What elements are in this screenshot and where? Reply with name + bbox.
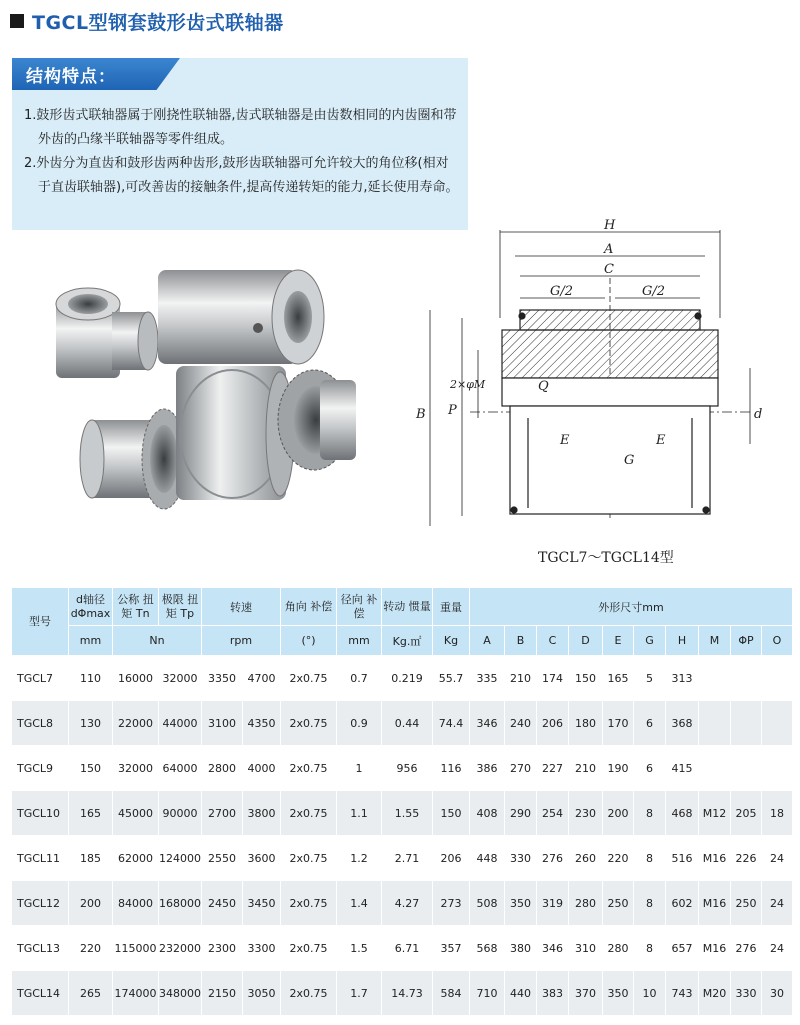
header-angle: 角向 补偿 bbox=[281, 588, 337, 626]
dim-col-O: O bbox=[762, 626, 793, 656]
row-cell: 30 bbox=[762, 971, 793, 1016]
dim-label-E-left: E bbox=[560, 433, 570, 448]
row-cell: 2450 bbox=[202, 881, 243, 926]
unit-torque: Nn bbox=[113, 626, 202, 656]
coupling-part-sleeve-top bbox=[158, 270, 324, 364]
row-cell: 0.219 bbox=[382, 656, 433, 701]
unit-weight: Kg bbox=[433, 626, 470, 656]
row-cell: 190 bbox=[603, 746, 634, 791]
row-cell: 276 bbox=[537, 836, 569, 881]
row-cell: 3300 bbox=[243, 926, 281, 971]
dim-col-B: B bbox=[505, 626, 537, 656]
row-cell: 448 bbox=[470, 836, 505, 881]
row-cell: 468 bbox=[666, 791, 699, 836]
row-cell: 10 bbox=[634, 971, 666, 1016]
row-cell: 386 bbox=[470, 746, 505, 791]
dim-label-P: P bbox=[448, 403, 457, 418]
row-cell: 168000 bbox=[159, 881, 202, 926]
square-bullet-icon bbox=[10, 14, 24, 28]
row-cell: 24 bbox=[762, 836, 793, 881]
dim-col-C: C bbox=[537, 626, 569, 656]
row-cell: 276 bbox=[731, 926, 762, 971]
row-cell: 2x0.75 bbox=[281, 656, 337, 701]
row-cell: 90000 bbox=[159, 791, 202, 836]
row-cell: 18 bbox=[762, 791, 793, 836]
row-cell bbox=[762, 656, 793, 701]
row-cell: 408 bbox=[470, 791, 505, 836]
row-cell: M16 bbox=[699, 881, 731, 926]
header-tn: 公称 扭矩 Tn bbox=[113, 588, 159, 626]
row-cell: 4700 bbox=[243, 656, 281, 701]
row-cell: 1.5 bbox=[337, 926, 382, 971]
row-cell: 2550 bbox=[202, 836, 243, 881]
dim-label-G2-right: G/2 bbox=[642, 284, 666, 299]
row-cell: 3050 bbox=[243, 971, 281, 1016]
table-row bbox=[12, 971, 793, 1016]
feature-item: 2.外齿分为直齿和鼓形齿两种齿形,鼓形齿联轴器可允许较大的角位移(相对于直齿联轴器),可改善齿的接触条件,提高传递转矩的能力,延长使用寿命。 bbox=[24, 156, 459, 195]
row-cell: 227 bbox=[537, 746, 569, 791]
row-cell: 8 bbox=[634, 926, 666, 971]
table-row bbox=[12, 746, 793, 791]
row-cell: 250 bbox=[603, 881, 634, 926]
dim-label-Q: Q bbox=[538, 379, 549, 394]
row-cell: 415 bbox=[666, 746, 699, 791]
row-cell: 2x0.75 bbox=[281, 971, 337, 1016]
row-cell: 174000 bbox=[113, 971, 159, 1016]
row-cell: 2800 bbox=[202, 746, 243, 791]
row-cell: 74.4 bbox=[433, 701, 470, 746]
row-cell: 8 bbox=[634, 791, 666, 836]
row-cell: 84000 bbox=[113, 881, 159, 926]
row-cell: 3800 bbox=[243, 791, 281, 836]
row-cell: 220 bbox=[69, 926, 113, 971]
row-cell: 2x0.75 bbox=[281, 836, 337, 881]
features-list bbox=[24, 104, 460, 200]
row-cell: 1.1 bbox=[337, 791, 382, 836]
table-row bbox=[12, 836, 793, 881]
row-cell: 174 bbox=[537, 656, 569, 701]
row-cell: 357 bbox=[433, 926, 470, 971]
row-cell: 273 bbox=[433, 881, 470, 926]
row-cell: 4000 bbox=[243, 746, 281, 791]
row-cell: 743 bbox=[666, 971, 699, 1016]
row-cell: 370 bbox=[569, 971, 603, 1016]
row-cell: 150 bbox=[433, 791, 470, 836]
row-cell: 150 bbox=[69, 746, 113, 791]
coupling-part-small-hub bbox=[56, 288, 158, 378]
row-cell: 280 bbox=[603, 926, 634, 971]
coupling-product-photo bbox=[36, 262, 366, 520]
row-cell: 110 bbox=[69, 656, 113, 701]
row-cell bbox=[699, 701, 731, 746]
row-cell: 516 bbox=[666, 836, 699, 881]
row-cell: 8 bbox=[634, 881, 666, 926]
row-cell: 330 bbox=[505, 836, 537, 881]
dim-label-G: G bbox=[624, 453, 635, 468]
title-row bbox=[10, 8, 284, 34]
feature-item: 1.鼓形齿式联轴器属于刚挠性联轴器,齿式联轴器是由齿数相同的内齿圈和带外齿的凸缘半联轴器等零件组成。 bbox=[24, 108, 457, 147]
unit-speed: rpm bbox=[202, 626, 281, 656]
header-model: 型号 bbox=[12, 588, 69, 656]
diagram-caption: TGCL7～TGCL14型 bbox=[538, 550, 674, 566]
row-cell: 115000 bbox=[113, 926, 159, 971]
row-cell: 2150 bbox=[202, 971, 243, 1016]
dim-label-d: d bbox=[754, 407, 763, 422]
table-row bbox=[12, 926, 793, 971]
row-cell: 240 bbox=[505, 701, 537, 746]
row-cell: 22000 bbox=[113, 701, 159, 746]
row-cell bbox=[731, 746, 762, 791]
dim-col-A: A bbox=[470, 626, 505, 656]
row-cell: 440 bbox=[505, 971, 537, 1016]
row-cell: 165 bbox=[69, 791, 113, 836]
row-model: TGCL13 bbox=[12, 926, 69, 971]
header-d: d轴径 dΦmax bbox=[69, 588, 113, 626]
row-cell: 150 bbox=[569, 656, 603, 701]
row-cell: 1.4 bbox=[337, 881, 382, 926]
dim-label-M: 2×φM bbox=[450, 378, 486, 391]
row-cell: 2x0.75 bbox=[281, 926, 337, 971]
row-cell: 508 bbox=[470, 881, 505, 926]
row-cell: 319 bbox=[537, 881, 569, 926]
row-cell: 16000 bbox=[113, 656, 159, 701]
row-cell: 568 bbox=[470, 926, 505, 971]
header-dims: 外形尺寸mm bbox=[470, 588, 793, 626]
header-inertia: 转动 惯量 bbox=[382, 588, 433, 626]
row-cell: 584 bbox=[433, 971, 470, 1016]
row-cell: 8 bbox=[634, 836, 666, 881]
table-row bbox=[12, 656, 793, 701]
row-cell: 956 bbox=[382, 746, 433, 791]
row-cell: 310 bbox=[569, 926, 603, 971]
dim-col-E: E bbox=[603, 626, 634, 656]
dim-col-D: D bbox=[569, 626, 603, 656]
row-cell: 657 bbox=[666, 926, 699, 971]
row-cell: 24 bbox=[762, 881, 793, 926]
row-cell: 2x0.75 bbox=[281, 881, 337, 926]
row-cell: 6.71 bbox=[382, 926, 433, 971]
row-cell: 368 bbox=[666, 701, 699, 746]
row-cell: 0.44 bbox=[382, 701, 433, 746]
features-heading: 结构特点： bbox=[26, 67, 116, 87]
row-cell: 185 bbox=[69, 836, 113, 881]
dim-label-C: C bbox=[604, 262, 614, 277]
row-cell: 602 bbox=[666, 881, 699, 926]
table-row bbox=[12, 881, 793, 926]
unit-angle: (°) bbox=[281, 626, 337, 656]
table-row bbox=[12, 791, 793, 836]
unit-inertia: Kg.㎡ bbox=[382, 626, 433, 656]
row-cell: 3100 bbox=[202, 701, 243, 746]
row-cell: 380 bbox=[505, 926, 537, 971]
row-cell: 2700 bbox=[202, 791, 243, 836]
row-model: TGCL14 bbox=[12, 971, 69, 1016]
coupling-part-gear-hub-left bbox=[80, 409, 186, 509]
dim-label-A: A bbox=[604, 242, 614, 257]
row-cell bbox=[731, 701, 762, 746]
header-speed: 转速 bbox=[202, 588, 281, 626]
row-cell: 5 bbox=[634, 656, 666, 701]
row-cell: 14.73 bbox=[382, 971, 433, 1016]
row-cell: 6 bbox=[634, 746, 666, 791]
row-cell: 226 bbox=[731, 836, 762, 881]
row-cell: 335 bbox=[470, 656, 505, 701]
row-cell: 116 bbox=[433, 746, 470, 791]
dim-label-G2-left: G/2 bbox=[550, 284, 574, 299]
row-cell: 44000 bbox=[159, 701, 202, 746]
row-cell: 1 bbox=[337, 746, 382, 791]
row-model: TGCL11 bbox=[12, 836, 69, 881]
table-body bbox=[12, 656, 793, 1016]
row-cell: 220 bbox=[603, 836, 634, 881]
row-cell: 254 bbox=[537, 791, 569, 836]
row-cell: 2x0.75 bbox=[281, 791, 337, 836]
row-cell: 346 bbox=[537, 926, 569, 971]
dim-label-H: H bbox=[604, 218, 616, 233]
row-cell: 24 bbox=[762, 926, 793, 971]
row-cell: 206 bbox=[537, 701, 569, 746]
row-cell: 200 bbox=[603, 791, 634, 836]
row-cell: 3350 bbox=[202, 656, 243, 701]
row-cell: 313 bbox=[666, 656, 699, 701]
row-cell: 383 bbox=[537, 971, 569, 1016]
dim-col-P: ΦP bbox=[731, 626, 762, 656]
row-cell: 250 bbox=[731, 881, 762, 926]
header-radial: 径向 补偿 bbox=[337, 588, 382, 626]
coupling-section-diagram bbox=[410, 218, 790, 568]
row-cell bbox=[731, 656, 762, 701]
row-cell: 280 bbox=[569, 881, 603, 926]
row-cell: M20 bbox=[699, 971, 731, 1016]
row-cell: 710 bbox=[470, 971, 505, 1016]
coupling-part-sleeve-bottom bbox=[176, 366, 294, 500]
row-cell: 260 bbox=[569, 836, 603, 881]
features-panel bbox=[12, 58, 468, 230]
row-cell bbox=[699, 656, 731, 701]
row-cell: 0.9 bbox=[337, 701, 382, 746]
dim-col-M: M bbox=[699, 626, 731, 656]
row-cell: 350 bbox=[505, 881, 537, 926]
row-cell: 270 bbox=[505, 746, 537, 791]
row-cell: 2.71 bbox=[382, 836, 433, 881]
row-cell: 1.55 bbox=[382, 791, 433, 836]
row-cell: 45000 bbox=[113, 791, 159, 836]
header-tp: 极限 扭矩 Tp bbox=[159, 588, 202, 626]
row-cell: 210 bbox=[569, 746, 603, 791]
coupling-part-gear-hub-right bbox=[278, 370, 356, 470]
unit-radial: mm bbox=[337, 626, 382, 656]
row-model: TGCL9 bbox=[12, 746, 69, 791]
row-cell: 2x0.75 bbox=[281, 701, 337, 746]
row-cell: 290 bbox=[505, 791, 537, 836]
row-cell: 3450 bbox=[243, 881, 281, 926]
row-cell: 350 bbox=[603, 971, 634, 1016]
row-cell: 32000 bbox=[113, 746, 159, 791]
row-cell: 348000 bbox=[159, 971, 202, 1016]
dim-col-G: G bbox=[634, 626, 666, 656]
row-cell bbox=[762, 701, 793, 746]
row-cell: 64000 bbox=[159, 746, 202, 791]
row-cell: 6 bbox=[634, 701, 666, 746]
row-cell: 4.27 bbox=[382, 881, 433, 926]
row-model: TGCL12 bbox=[12, 881, 69, 926]
table-row bbox=[12, 701, 793, 746]
row-model: TGCL10 bbox=[12, 791, 69, 836]
row-cell: 265 bbox=[69, 971, 113, 1016]
row-cell: M12 bbox=[699, 791, 731, 836]
row-cell: 165 bbox=[603, 656, 634, 701]
row-cell bbox=[762, 746, 793, 791]
row-cell: 170 bbox=[603, 701, 634, 746]
row-cell: 1.2 bbox=[337, 836, 382, 881]
row-model: TGCL8 bbox=[12, 701, 69, 746]
row-cell: 205 bbox=[731, 791, 762, 836]
row-model: TGCL7 bbox=[12, 656, 69, 701]
row-cell: 210 bbox=[505, 656, 537, 701]
row-cell: M16 bbox=[699, 926, 731, 971]
row-cell: 330 bbox=[731, 971, 762, 1016]
dim-label-E-right: E bbox=[656, 433, 666, 448]
row-cell bbox=[699, 746, 731, 791]
unit-d: mm bbox=[69, 626, 113, 656]
row-cell: 124000 bbox=[159, 836, 202, 881]
row-cell: 55.7 bbox=[433, 656, 470, 701]
row-cell: 230 bbox=[569, 791, 603, 836]
row-cell: 2300 bbox=[202, 926, 243, 971]
row-cell: 0.7 bbox=[337, 656, 382, 701]
row-cell: 232000 bbox=[159, 926, 202, 971]
dim-col-H: H bbox=[666, 626, 699, 656]
dim-label-B: B bbox=[416, 407, 426, 422]
row-cell: 2x0.75 bbox=[281, 746, 337, 791]
page-title: TGCL型钢套鼓形齿式联轴器 bbox=[32, 11, 284, 34]
spec-table bbox=[11, 587, 793, 1016]
row-cell: 130 bbox=[69, 701, 113, 746]
row-cell: 180 bbox=[569, 701, 603, 746]
header-weight: 重量 bbox=[433, 588, 470, 626]
row-cell: 346 bbox=[470, 701, 505, 746]
row-cell: 32000 bbox=[159, 656, 202, 701]
row-cell: 4350 bbox=[243, 701, 281, 746]
row-cell: 206 bbox=[433, 836, 470, 881]
row-cell: 1.7 bbox=[337, 971, 382, 1016]
row-cell: M16 bbox=[699, 836, 731, 881]
row-cell: 62000 bbox=[113, 836, 159, 881]
row-cell: 3600 bbox=[243, 836, 281, 881]
row-cell: 200 bbox=[69, 881, 113, 926]
